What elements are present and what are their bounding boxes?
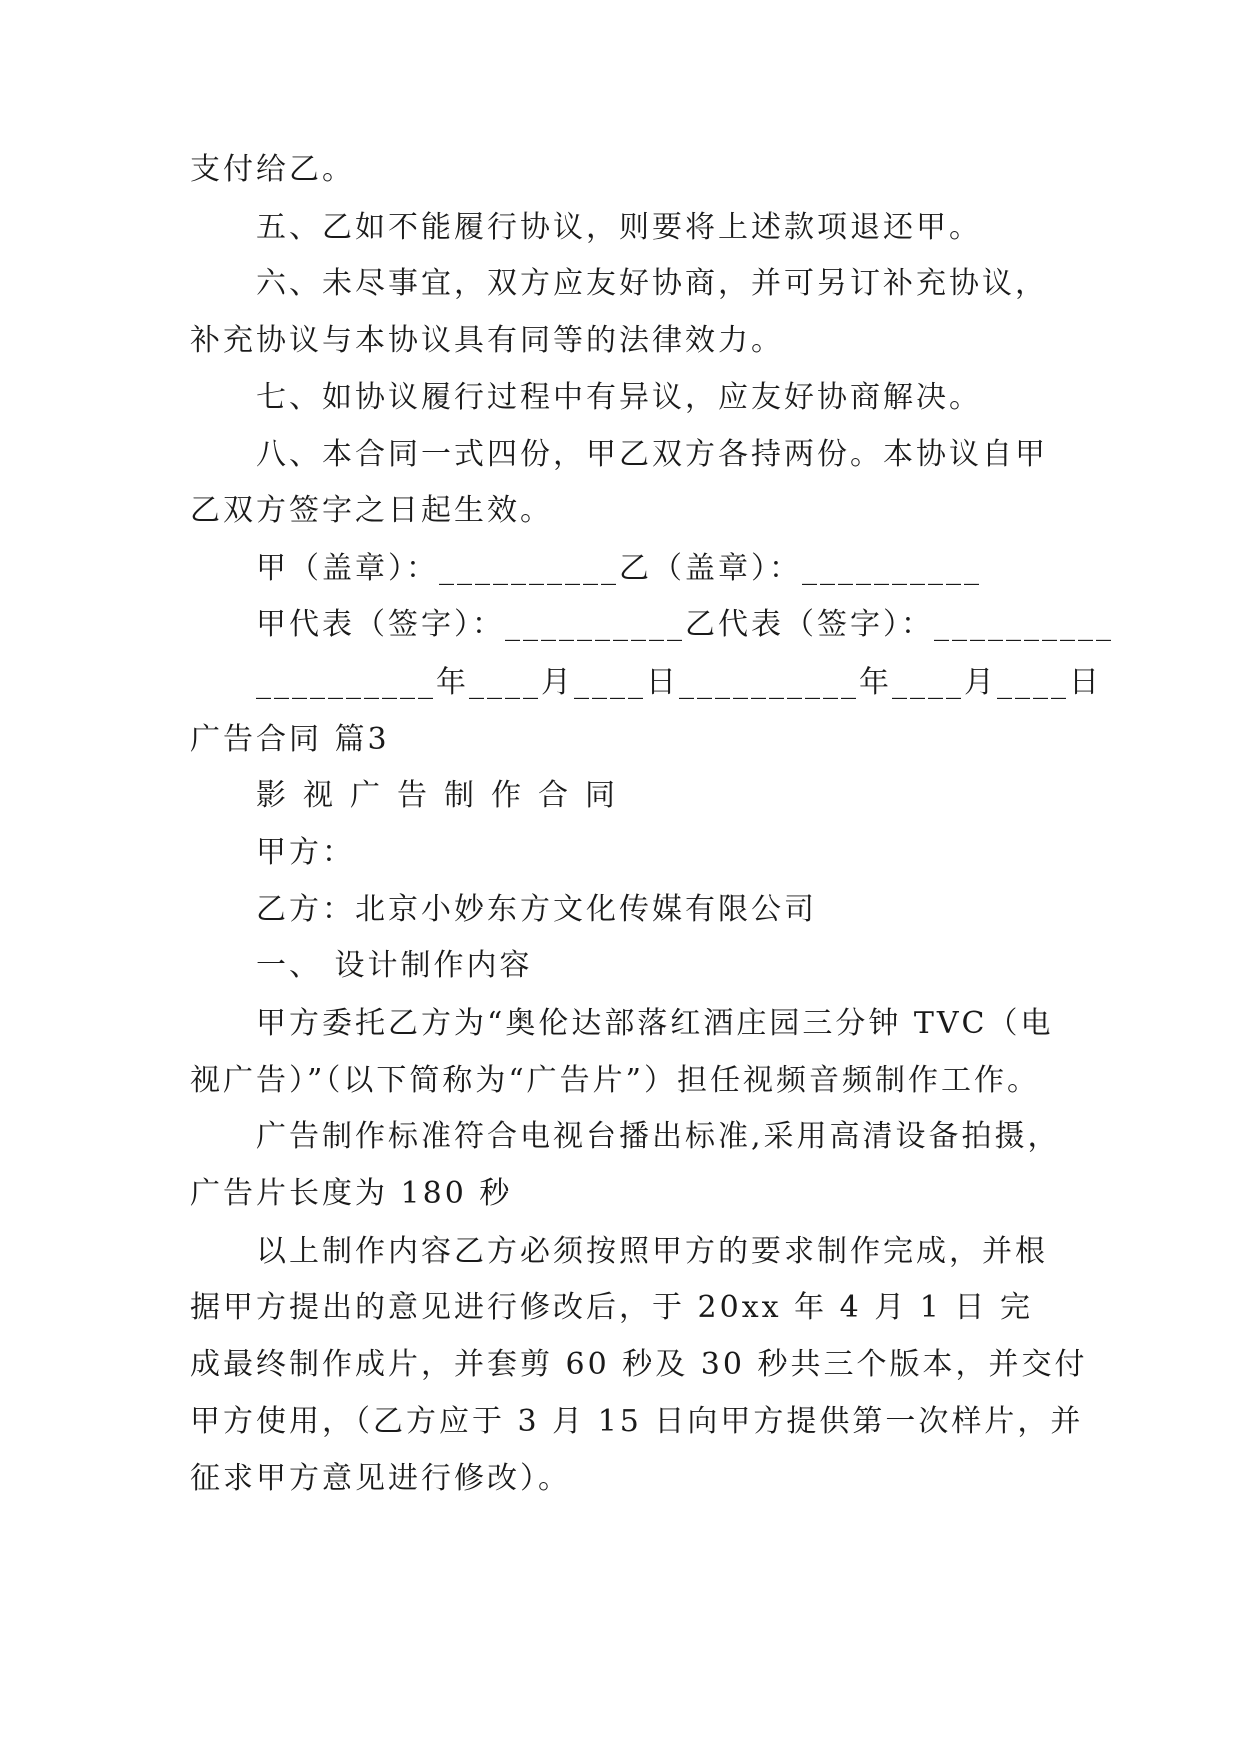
paragraph-length: 广告片长度为 180 秒 [190, 1176, 513, 1211]
paragraph-requirements-line-3: 成最终制作成片，并套剪 60 秒及 30 秒共三个版本，并交付 [190, 1347, 1088, 1382]
clause-6-continued: 补充协议与本协议具有同等的法律效力。 [190, 323, 784, 358]
text-line-payment-to-b: 支付给乙。 [190, 152, 355, 187]
clause-8: 八、本合同一式四份，甲乙双方各持两份。本协议自甲 [256, 437, 1048, 472]
clause-6: 六、未尽事宜，双方应友好协商，并可另订补充协议， [256, 266, 1048, 301]
contract-title: 影视广告制作合同 [256, 778, 632, 813]
section-heading: 广告合同 篇3 [190, 722, 390, 757]
paragraph-requirements-line-5: 征求甲方意见进行修改）。 [190, 1461, 571, 1496]
seal-line: 甲（盖章）：__________乙（盖章）：__________ [256, 551, 982, 586]
clause-8-continued: 乙双方签字之日起生效。 [190, 493, 553, 528]
paragraph-requirements-line-4: 甲方使用，（乙方应于 3 月 15 日向甲方提供第一次样片，并 [190, 1404, 1084, 1439]
clause-7: 七、如协议履行过程中有异议，应友好协商解决。 [256, 380, 982, 415]
paragraph-commission-continued: 视广告）”（以下简称为“广告片”）担任视频音频制作工作。 [190, 1063, 1041, 1098]
paragraph-requirements: 以上制作内容乙方必须按照甲方的要求制作完成，并根 [256, 1234, 1048, 1269]
paragraph-standard: 广告制作标准符合电视台播出标准,采用高清设备拍摄， [256, 1119, 1061, 1154]
party-b-label: 乙方：北京小妙东方文化传媒有限公司 [256, 892, 817, 927]
subsection-heading: 一、 设计制作内容 [256, 948, 533, 983]
date-line: __________年____月____日__________年____月____日 [256, 665, 1102, 700]
party-a-label: 甲方： [256, 835, 355, 870]
paragraph-requirements-line-2: 据甲方提出的意见进行修改后，于 20xx 年 4 月 1 日 完 [190, 1290, 1033, 1325]
representative-signature-line: 甲代表（签字）：__________乙代表（签字）：__________ [256, 607, 1114, 642]
clause-5: 五、乙如不能履行协议，则要将上述款项退还甲。 [256, 210, 982, 245]
paragraph-commission: 甲方委托乙方为“奥伦达部落红酒庄园三分钟 TVC（电 [256, 1006, 1054, 1041]
